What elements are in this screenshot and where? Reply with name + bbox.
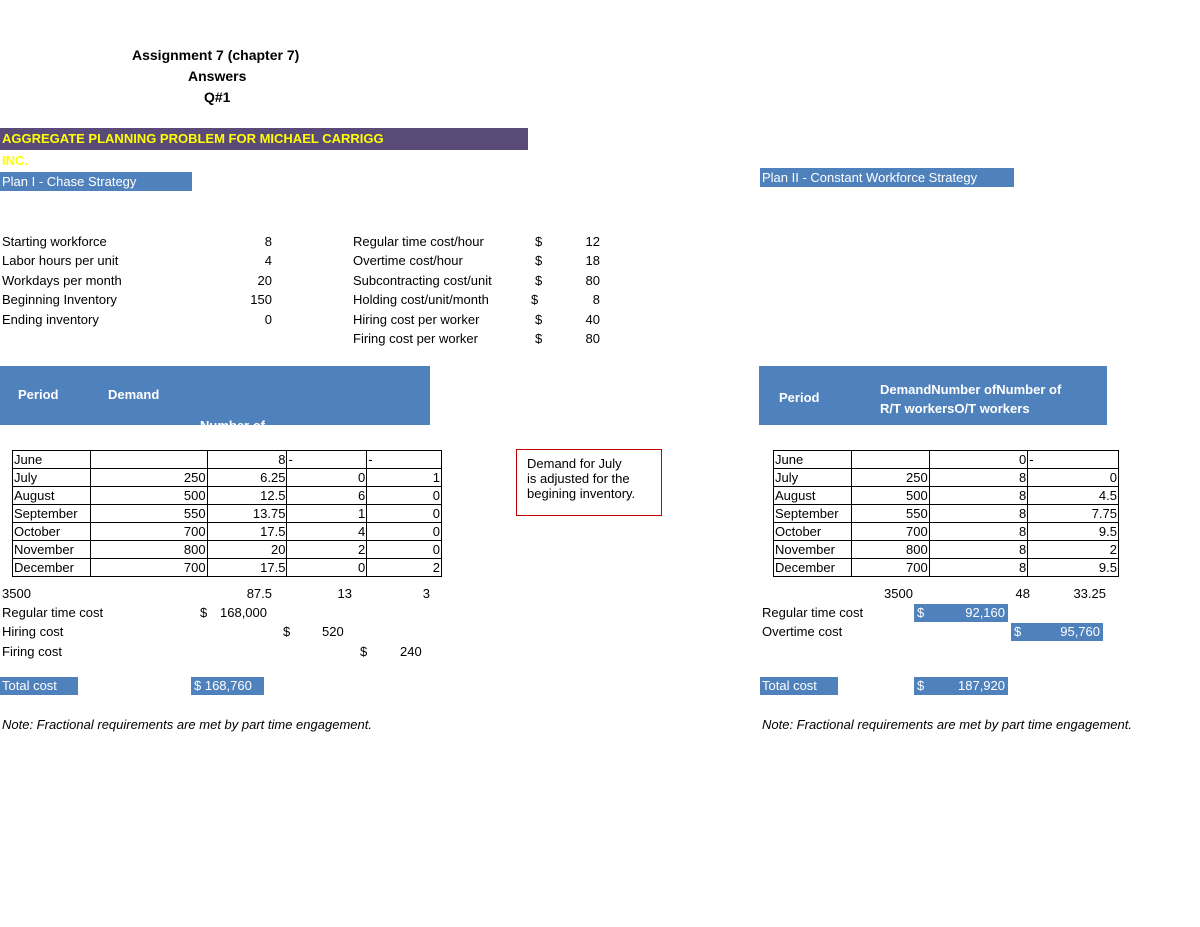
plan1-regular-value: 168,000: [220, 605, 267, 620]
param-value: 0: [264, 312, 272, 327]
ot-workers-cell: 9.5: [1028, 523, 1119, 541]
plan1-header-demand: Demand: [108, 387, 160, 402]
plan2-table-header: [759, 366, 1107, 425]
workers-cell: 13.75: [207, 505, 287, 523]
demand-cell: 500: [851, 487, 929, 505]
plan1-total-workers: 87.5: [246, 586, 272, 601]
demand-cell: 700: [851, 523, 929, 541]
hired-cell: 6: [287, 487, 367, 505]
rt-workers-cell: 8: [929, 523, 1028, 541]
period-cell: December: [774, 559, 852, 577]
workers-cell: 12.5: [207, 487, 287, 505]
param-currency: $: [535, 331, 543, 346]
table-row: [774, 541, 1119, 559]
workers-cell: 20: [207, 541, 287, 559]
param-label: Labor hours per unit: [2, 253, 119, 268]
problem-banner: AGGREGATE PLANNING PROBLEM FOR MICHAEL CARRIGG: [0, 128, 528, 150]
period-cell: July: [13, 469, 91, 487]
param-label: Overtime cost/hour: [353, 253, 463, 268]
demand-cell: 800: [90, 541, 207, 559]
demand-cell: [851, 451, 929, 469]
period-cell: August: [774, 487, 852, 505]
plan1-total-label: Total cost: [0, 677, 78, 695]
workers-cell: 17.5: [207, 523, 287, 541]
plan2-header-line1: DemandNumber ofNumber of: [880, 382, 1062, 397]
table-row: [774, 487, 1119, 505]
rt-workers-cell: 0: [929, 451, 1028, 469]
demand-cell: 700: [90, 559, 207, 577]
param-currency: $: [535, 234, 543, 249]
plan1-hiring-value: 520: [322, 624, 344, 639]
plan1-hiring-label: Hiring cost: [2, 624, 64, 639]
plan1-firing-label: Firing cost: [2, 644, 62, 659]
plan2-total-box: [914, 677, 1008, 695]
param-currency: $: [535, 312, 543, 327]
workers-cell: 17.5: [207, 559, 287, 577]
param-label: Regular time cost/hour: [353, 234, 484, 249]
plan1-header-cut: Number of: [200, 418, 265, 433]
demand-cell: 550: [90, 505, 207, 523]
ot-workers-cell: 4.5: [1028, 487, 1119, 505]
period-cell: November: [774, 541, 852, 559]
ot-workers-cell: 7.75: [1028, 505, 1119, 523]
plan1-note: Note: Fractional requirements are met by part time engagement.: [2, 717, 372, 732]
rt-workers-cell: 8: [929, 469, 1028, 487]
plan2-total-rt: 48: [1015, 586, 1030, 601]
ot-workers-cell: 9.5: [1028, 559, 1119, 577]
param-value: 150: [250, 292, 272, 307]
param-value: 4: [264, 253, 272, 268]
table-row: [13, 541, 442, 559]
period-cell: November: [13, 541, 91, 559]
plan2-total-value: 187,920: [958, 678, 1005, 693]
plan2-overtime-currency: $: [1014, 624, 1022, 639]
table-row: [774, 451, 1119, 469]
rt-workers-cell: 8: [929, 505, 1028, 523]
table-row: [13, 559, 442, 577]
plan2-header-period: Period: [779, 390, 820, 405]
ot-workers-cell: -: [1028, 451, 1119, 469]
plan2-label: Plan II - Constant Workforce Strategy: [760, 168, 1014, 187]
hired-cell: -: [287, 451, 367, 469]
param-value: 40: [585, 312, 600, 327]
hired-cell: 4: [287, 523, 367, 541]
plan1-total-demand: 3500: [2, 586, 31, 601]
plan2-overtime-value: 95,760: [1060, 624, 1100, 639]
plan1-regular-currency: $: [200, 605, 208, 620]
table-row: [13, 523, 442, 541]
param-label: Ending inventory: [2, 312, 99, 327]
callout-line: begining inventory.: [527, 486, 636, 501]
hired-cell: 0: [287, 469, 367, 487]
table-row: [13, 469, 442, 487]
plan2-overtime-label: Overtime cost: [762, 624, 843, 639]
plan2-total-label: Total cost: [760, 677, 838, 695]
table-row: [774, 523, 1119, 541]
demand-cell: 700: [851, 559, 929, 577]
demand-cell: 250: [90, 469, 207, 487]
param-label: Hiring cost per worker: [353, 312, 480, 327]
plan1-firing-currency: $: [360, 644, 368, 659]
param-label: Workdays per month: [2, 273, 122, 288]
question-number: Q#1: [204, 89, 231, 105]
fired-cell: 0: [367, 523, 442, 541]
param-value: 80: [585, 331, 600, 346]
table-row: [774, 469, 1119, 487]
period-cell: June: [13, 451, 91, 469]
plan2-regular-label: Regular time cost: [762, 605, 864, 620]
fired-cell: 0: [367, 541, 442, 559]
table-row: [774, 505, 1119, 523]
answers-title: Answers: [188, 68, 247, 84]
table-row: [13, 487, 442, 505]
plan2-total-currency: $: [917, 678, 925, 693]
hired-cell: 1: [287, 505, 367, 523]
fired-cell: 0: [367, 487, 442, 505]
callout-line: is adjusted for the: [527, 471, 630, 486]
plan1-firing-value: 240: [400, 644, 422, 659]
demand-cell: 800: [851, 541, 929, 559]
plan1-total-value: $ 168,760: [191, 677, 264, 695]
ot-workers-cell: 0: [1028, 469, 1119, 487]
plan2-regular-value: 92,160: [965, 605, 1005, 620]
plan2-regular-box: [914, 604, 1008, 622]
demand-cell: 250: [851, 469, 929, 487]
fired-cell: 1: [367, 469, 442, 487]
plan2-total-ot: 33.25: [1073, 586, 1106, 601]
callout-line: Demand for July: [527, 456, 622, 471]
plan2-table: [773, 450, 1119, 577]
demand-cell: 550: [851, 505, 929, 523]
workers-cell: 6.25: [207, 469, 287, 487]
july-demand-callout: [516, 449, 662, 516]
plan2-note: Note: Fractional requirements are met by part time engagement.: [762, 717, 1132, 732]
rt-workers-cell: 8: [929, 487, 1028, 505]
param-value: 8: [592, 292, 600, 307]
plan1-regular-label: Regular time cost: [2, 605, 104, 620]
rt-workers-cell: 8: [929, 559, 1028, 577]
param-label: Holding cost/unit/month: [353, 292, 489, 307]
param-label: Beginning Inventory: [2, 292, 117, 307]
fired-cell: 0: [367, 505, 442, 523]
period-cell: October: [13, 523, 91, 541]
param-label: Firing cost per worker: [353, 331, 478, 346]
demand-cell: [90, 451, 207, 469]
plan2-header-line2: R/T workersO/T workers: [880, 401, 1030, 416]
plan1-total-fired: 3: [422, 586, 430, 601]
period-cell: June: [774, 451, 852, 469]
rt-workers-cell: 8: [929, 541, 1028, 559]
plan1-label: Plan I - Chase Strategy: [0, 172, 192, 191]
param-currency: $: [531, 292, 539, 307]
period-cell: August: [13, 487, 91, 505]
param-value: 20: [257, 273, 272, 288]
table-row: [13, 451, 442, 469]
plan1-total-hired: 13: [337, 586, 352, 601]
assignment-title: Assignment 7 (chapter 7): [132, 47, 300, 63]
demand-cell: 500: [90, 487, 207, 505]
plan2-total-demand: 3500: [884, 586, 913, 601]
param-value: 18: [585, 253, 600, 268]
table-row: [774, 559, 1119, 577]
plan1-hiring-currency: $: [283, 624, 291, 639]
plan1-header-period: Period: [18, 387, 59, 402]
plan2-overtime-box: [1011, 623, 1103, 641]
fired-cell: 2: [367, 559, 442, 577]
param-label: Starting workforce: [2, 234, 107, 249]
param-value: 12: [585, 234, 600, 249]
param-currency: $: [535, 273, 543, 288]
plan2-regular-currency: $: [917, 605, 925, 620]
param-value: 8: [264, 234, 272, 249]
ot-workers-cell: 2: [1028, 541, 1119, 559]
table-row: [13, 505, 442, 523]
hired-cell: 0: [287, 559, 367, 577]
hired-cell: 2: [287, 541, 367, 559]
period-cell: December: [13, 559, 91, 577]
param-label: Subcontracting cost/unit: [353, 273, 492, 288]
period-cell: October: [774, 523, 852, 541]
fired-cell: -: [367, 451, 442, 469]
period-cell: September: [774, 505, 852, 523]
period-cell: September: [13, 505, 91, 523]
param-currency: $: [535, 253, 543, 268]
param-value: 80: [585, 273, 600, 288]
plan1-table-header: [0, 366, 430, 433]
problem-banner-cont: INC.: [2, 153, 28, 168]
plan1-table: [12, 450, 442, 577]
workers-cell: 8: [207, 451, 287, 469]
period-cell: July: [774, 469, 852, 487]
demand-cell: 700: [90, 523, 207, 541]
